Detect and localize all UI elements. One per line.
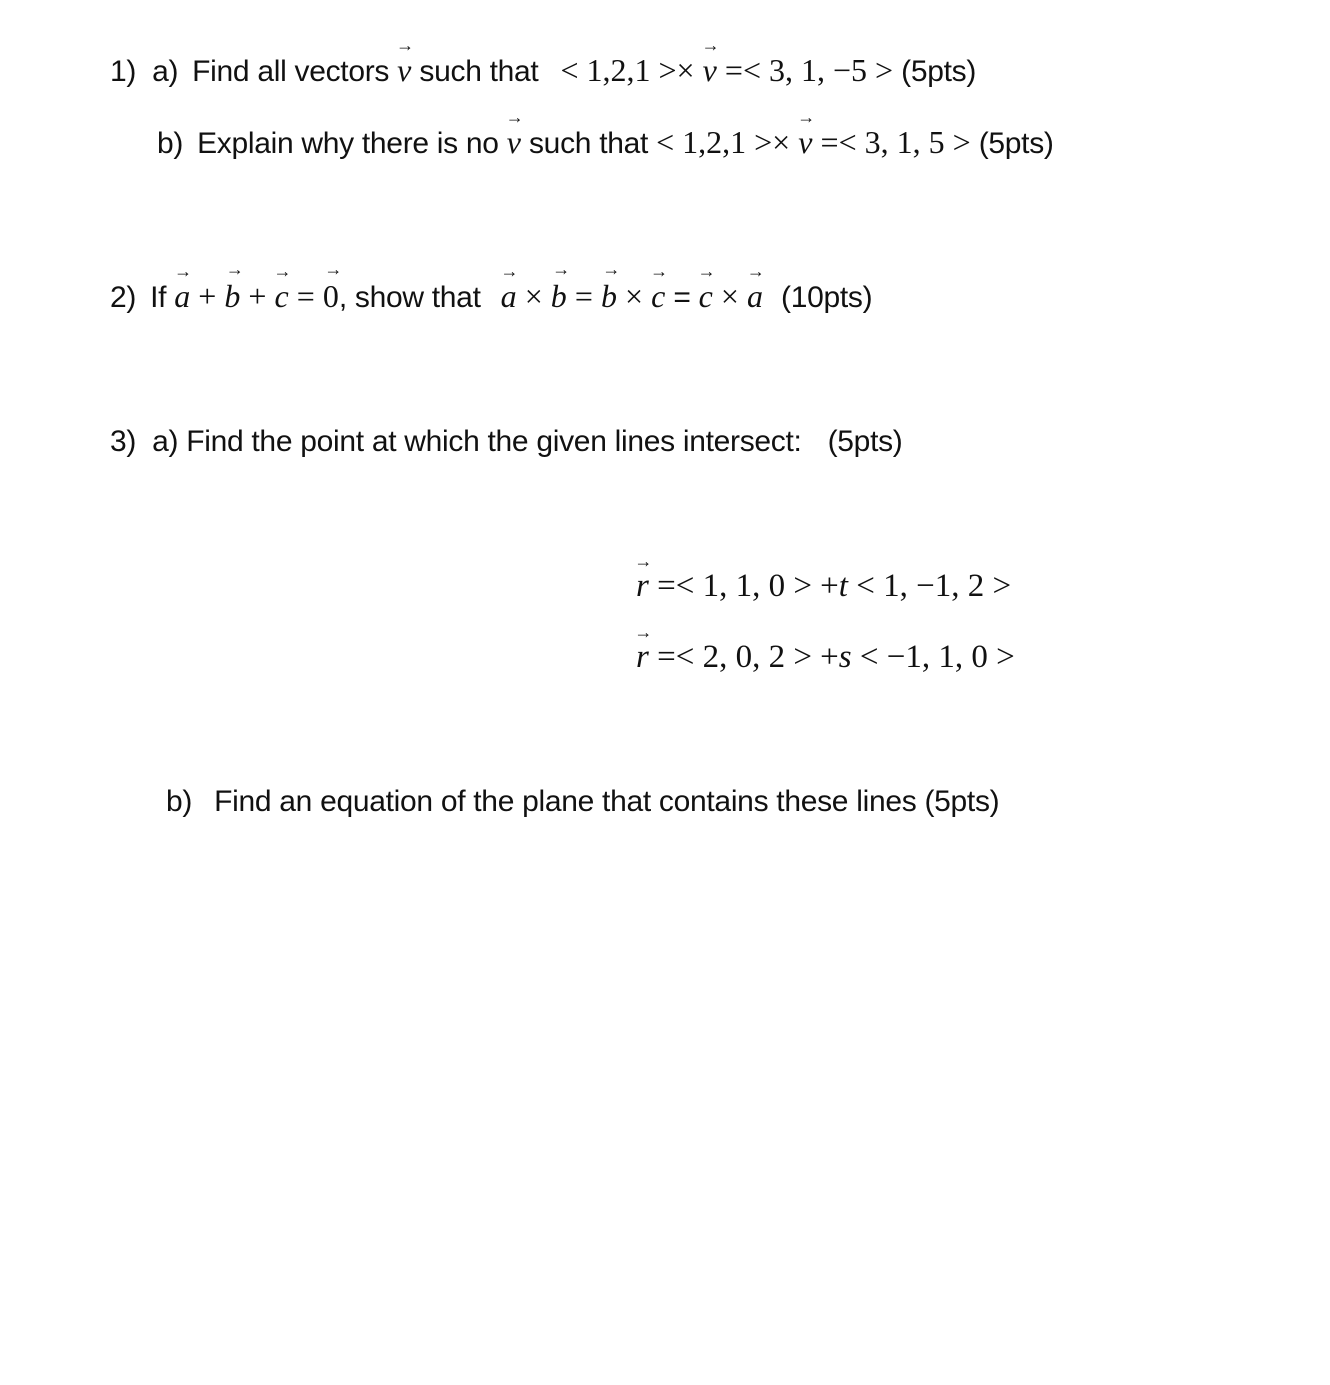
cross-lhs: < 1,2,1 >× [560, 52, 695, 88]
equation-rhs: =< 3, 1, 5 > [820, 124, 971, 160]
direction-vector: < −1, 1, 0 > [859, 639, 1015, 675]
parameter: s [838, 639, 852, 675]
plus-sign: + [198, 278, 217, 314]
cross-sign: × [720, 278, 739, 314]
cross-sign: × [624, 278, 644, 314]
question-text: Find all vectors [192, 55, 390, 88]
problem-3a [110, 422, 903, 462]
part-label: a) [152, 425, 179, 458]
question-text: Find the point at which the given lines intersect: [186, 425, 802, 458]
part-label: b) [166, 785, 193, 818]
problem-number: 2) [110, 281, 137, 314]
connector-text: such that [419, 55, 539, 88]
line-point: =< 1, 1, 0 > + [657, 568, 839, 604]
direction-vector: < 1, −1, 2 > [856, 568, 1012, 604]
vector-v: → v [507, 122, 521, 162]
cross-sign: × [524, 278, 543, 314]
if-text: If [150, 281, 167, 314]
parameter: t [838, 568, 848, 604]
problem-number: 1) [110, 55, 137, 88]
vector-a: → a [174, 276, 190, 316]
points: (5pts) [827, 425, 903, 458]
vector-b: → b [551, 276, 567, 316]
problem-number: 3) [110, 425, 137, 458]
connector-text: such that [528, 127, 649, 160]
vector-b: → b [601, 276, 617, 316]
line-point: =< 2, 0, 2 > + [657, 639, 839, 675]
vector-v: → v [703, 50, 717, 90]
question-text: Find an equation of the plane that contains these lines [214, 785, 917, 818]
equation-rhs: =< 3, 1, −5 > [724, 52, 894, 88]
plus-sign: + [248, 278, 267, 314]
problem-1b [157, 122, 1054, 164]
equals-sign: = [673, 281, 691, 314]
equals-sign: = [574, 278, 593, 314]
question-text: Explain why there is no [197, 127, 499, 160]
vector-c: → c [274, 276, 288, 316]
points: (10pts) [781, 281, 873, 314]
zero-vector: → 0 [323, 276, 339, 316]
problem-1a [110, 50, 976, 92]
cross-lhs: < 1,2,1 >× [656, 124, 791, 160]
vector-r: → r [636, 637, 649, 677]
show-that-text: , show that [338, 281, 481, 314]
vector-v: → v [798, 122, 812, 162]
equals-sign: = [296, 278, 315, 314]
problem-2 [110, 276, 872, 318]
problem-3b [166, 782, 999, 822]
vector-b: → b [224, 276, 240, 316]
vector-v: → v [397, 50, 411, 90]
vector-c: → c [699, 276, 713, 316]
vector-a: → a [747, 276, 763, 316]
vector-c: → c [651, 276, 665, 316]
vector-r: → r [636, 566, 649, 606]
line-equation-1 [636, 566, 1011, 606]
points: (5pts) [978, 127, 1054, 160]
line-equation-2 [636, 637, 1015, 677]
vector-a: → a [501, 276, 517, 316]
points: (5pts) [901, 55, 977, 88]
part-label: a) [152, 55, 179, 88]
points: (5pts) [924, 785, 1000, 818]
part-label: b) [157, 127, 184, 160]
